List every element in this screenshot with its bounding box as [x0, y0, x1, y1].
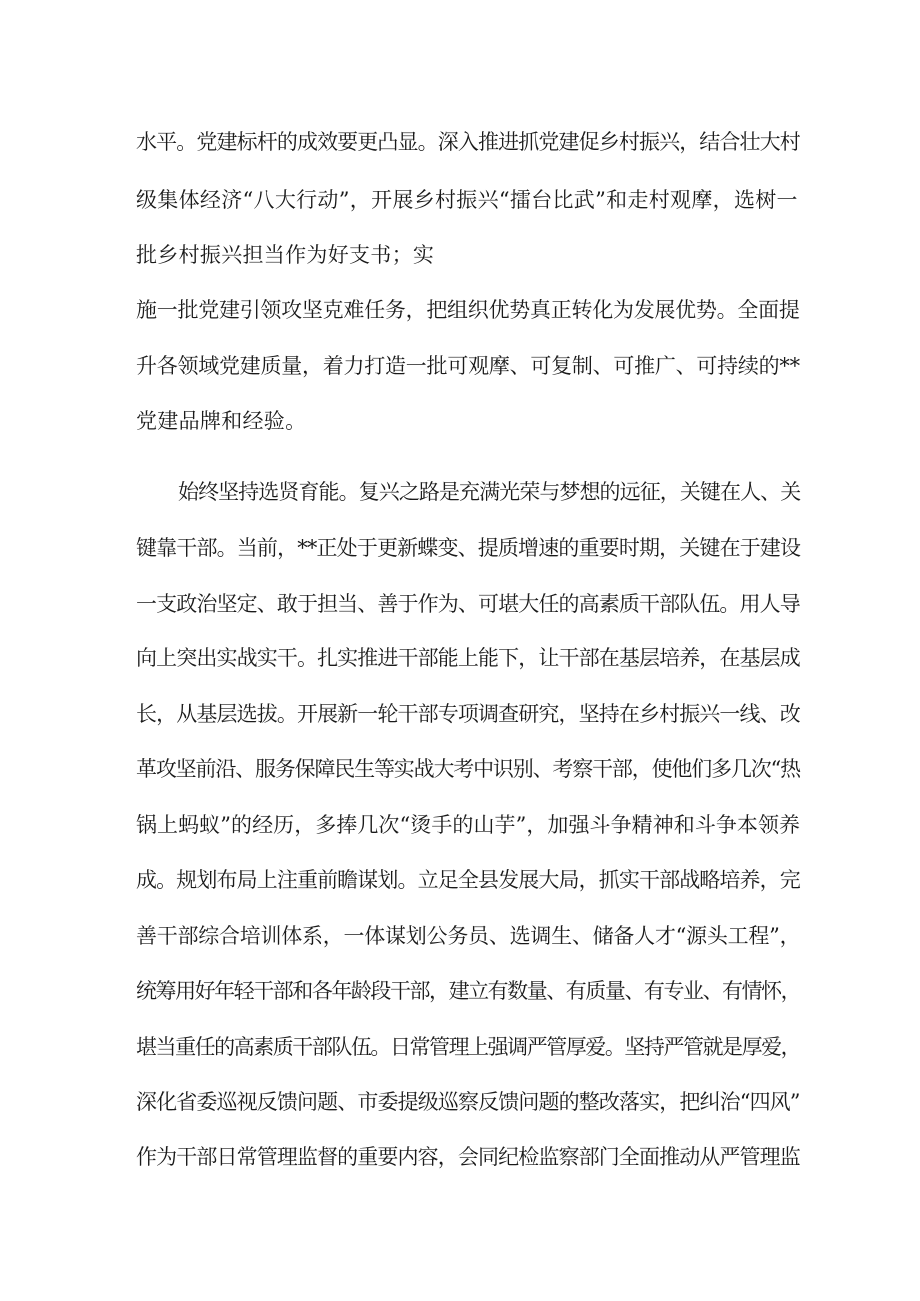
text-line: 键靠干部。当前，**正处于更新蝶变、提质增速的重要时期，关键在于建设	[136, 536, 801, 560]
text-line: 向上突出实战实干。扎实推进干部能上能下，让干部在基层培养，在基层成	[136, 646, 800, 670]
text-line: 始终坚持选贤育能。复兴之路是充满光荣与梦想的远征，关键在人、关	[178, 480, 801, 504]
text-line: 成。规划布局上注重前瞻谋划。立足全县发展大局，抓实干部战略培养，完	[136, 868, 800, 892]
text-line: 堪当重任的高素质干部队伍。日常管理上强调严管厚爱。坚持严管就是厚爱，	[136, 1035, 801, 1059]
text-line: 长，从基层选拔。开展新一轮干部专项调查研究，坚持在乡村振兴一线、改	[136, 702, 800, 726]
text-line: 善干部综合培训体系，一体谋划公务员、选调生、储备人才“源头工程”，	[136, 924, 801, 948]
text-line: 作为干部日常管理监督的重要内容，会同纪检监察部门全面推动从严管理监	[136, 1145, 800, 1169]
text-line: 党建品牌和经验。	[136, 409, 307, 433]
text-line: 统筹用好年轻干部和各年龄段干部，建立有数量、有质量、有专业、有情怀，	[136, 979, 801, 1003]
text-line: 级集体经济“八大行动”，开展乡村振兴“擂台比武”和走村观摩，选树一	[136, 188, 798, 212]
text-line: 革攻坚前沿、服务保障民生等实战大考中识别、考察干部，使他们多几次“热	[136, 757, 800, 781]
text-line: 升各领域党建质量，着力打造一批可观摩、可复制、可推广、可持续的**	[136, 354, 800, 378]
text-line: 水平。党建标杆的成效要更凸显。深入推进抓党建促乡村振兴，结合壮大村	[136, 130, 800, 154]
text-line: 施一批党建引领攻坚克难任务，把组织优势真正转化为发展优势。全面提	[136, 298, 800, 322]
text-line: 批乡村振兴担当作为好支书；实	[136, 243, 435, 267]
text-line: 锅上蚂蚁”的经历，多捧几次“烫手的山芋”，加强斗争精神和斗争本领养	[136, 813, 801, 837]
text-line: 一支政治坚定、敢于担当、善于作为、可堪大任的高素质干部队伍。用人导	[136, 592, 800, 616]
text-line: 深化省委巡视反馈问题、市委提级巡察反馈问题的整改落实，把纠治“四风”	[136, 1090, 800, 1114]
